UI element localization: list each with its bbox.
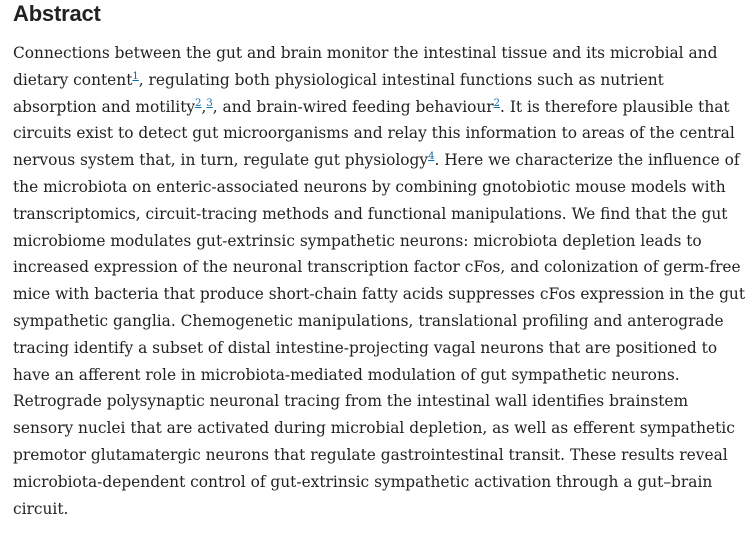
abstract-line (13, 281, 745, 308)
abstract-line (13, 228, 702, 255)
abstract-line (13, 254, 741, 281)
abstract-section (13, 0, 745, 518)
abstract-line (13, 67, 673, 94)
abstract-line (13, 308, 724, 335)
abstract-text: microbiome modulates gut-extrinsic sympathetic neurons: microbiota depletion leads to (13, 231, 702, 250)
citation-link[interactable]: 4 (428, 151, 435, 163)
abstract-line (13, 40, 718, 67)
abstract-text: Retrograde polysynaptic neuronal tracing from the intestinal wall identifies brainstem (13, 392, 689, 411)
abstract-text: circuits exist to detect gut microorganisms and relay this information to areas of the central (13, 124, 735, 143)
abstract-text: the microbiota on enteric-associated neurons by combining gnotobiotic mouse models with (13, 177, 726, 196)
abstract-text: absorption and motility (13, 97, 196, 116)
abstract-line (13, 94, 730, 121)
abstract-text: , (201, 97, 207, 116)
abstract-text: , regulating both physiological intestinal functions such as nutrient (138, 70, 664, 89)
abstract-text: nervous system that, in turn, regulate gut physiology (13, 151, 429, 170)
abstract-text: premotor glutamatergic neurons that regulate gastrointestinal transit. These results reveal (13, 445, 728, 464)
abstract-line (13, 415, 735, 442)
abstract-heading: Abstract (13, 1, 101, 26)
abstract-text: circuit. (13, 499, 69, 518)
abstract-text: Connections between the gut and brain monitor the intestinal tissue and its microbial and (13, 44, 718, 62)
abstract-body (13, 40, 745, 522)
abstract-line (13, 120, 735, 147)
citation-link[interactable]: 2 (493, 97, 501, 109)
abstract-line (13, 147, 740, 174)
abstract-line (13, 469, 713, 496)
abstract-line (13, 201, 728, 228)
abstract-text: . Here we characterize the influence of (434, 151, 740, 170)
abstract-text: sensory nuclei that are activated during microbial depletion, as well as efferent sympathetic (13, 419, 735, 438)
abstract-line (13, 442, 728, 469)
abstract-line (13, 388, 689, 415)
abstract-text: mice with bacteria that produce short-chain fatty acids suppresses cFos expression in the gut (13, 285, 745, 304)
abstract-text: have an afferent role in microbiota-mediated modulation of gut sympathetic neurons. (13, 365, 680, 384)
abstract-line (13, 335, 718, 362)
abstract-text: tracing identify a subset of distal intestine-projecting vagal neurons that are positioned to (13, 338, 718, 357)
citation-link[interactable]: 1 (132, 70, 139, 82)
abstract-text: dietary content (13, 70, 133, 89)
citation-link[interactable]: 3 (206, 97, 213, 109)
abstract-text: . It is therefore plausible that (500, 97, 730, 116)
abstract-text: sympathetic ganglia. Chemogenetic manipulations, translational profiling and anterograde (13, 311, 724, 330)
abstract-line (13, 174, 726, 201)
abstract-text: transcriptomics, circuit-tracing methods and functional manipulations. We find that the gut (13, 204, 728, 223)
abstract-text: increased expression of the neuronal transcription factor cFos, and colonization of germ-free (13, 258, 741, 277)
abstract-text: , and brain-wired feeding behaviour (212, 97, 494, 116)
abstract-line (13, 362, 680, 389)
citation-link[interactable]: 2 (195, 97, 202, 109)
abstract-line (13, 496, 673, 523)
abstract-text: microbiota-dependent control of gut-extrinsic sympathetic activation through a gut–brain (13, 472, 713, 491)
